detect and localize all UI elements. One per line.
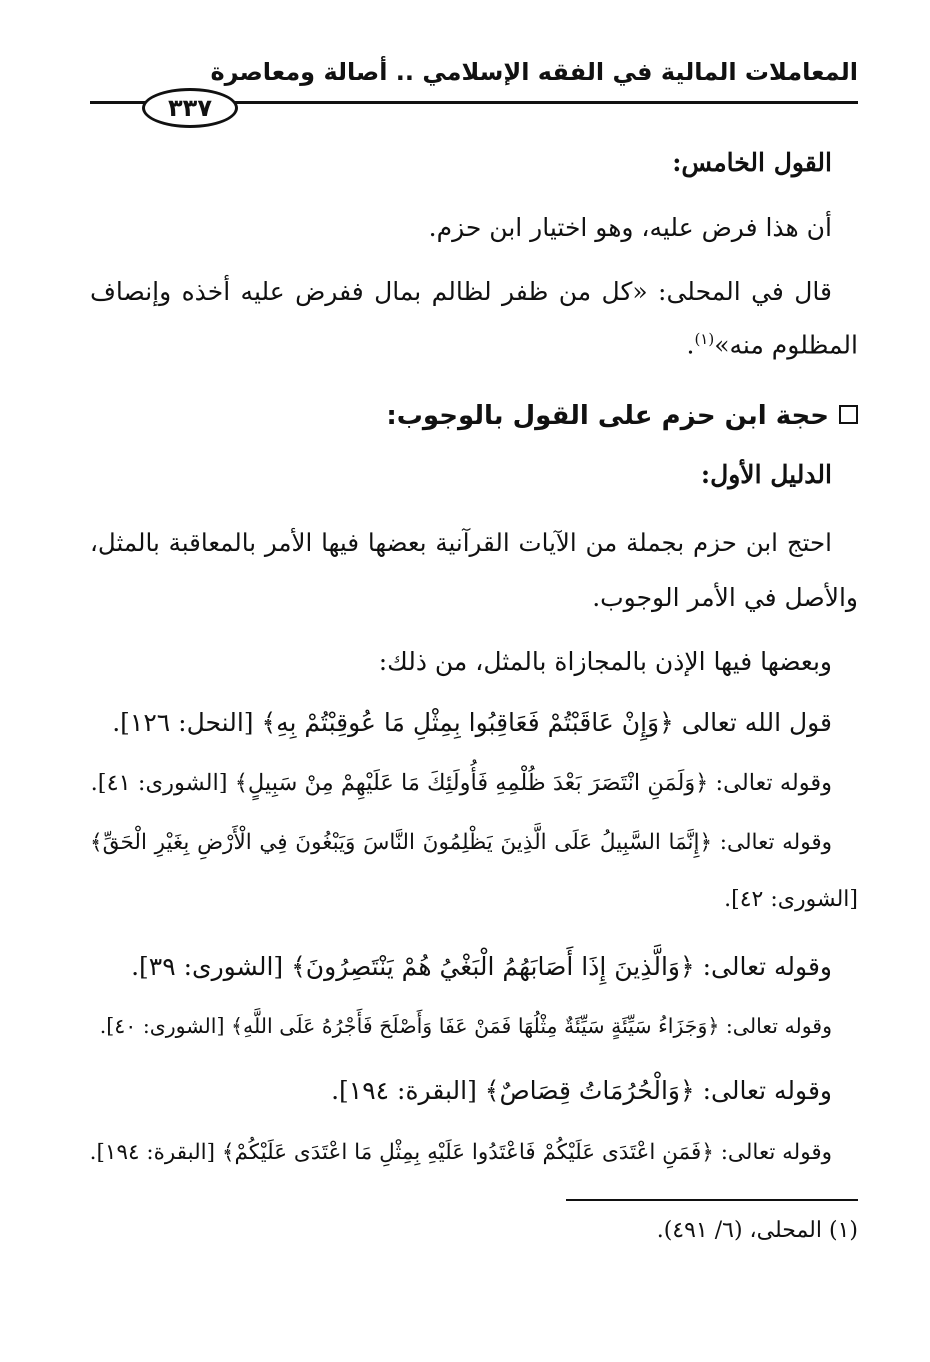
footnote-reference: (١) [694,330,715,348]
body-line: والأصل في الأمر الوجوب. [592,583,858,612]
verse-citation-line: وقوله تعالى: ﴿وَالْحُرُمَاتُ قِصَاصٌ﴾ [البقرة: ١٩٤]. [331,1076,832,1105]
verse-citation-line: وقوله تعالى: ﴿وَالَّذِينَ إِذَا أَصَابَهُمُ الْبَغْيُ هُمْ يَنْتَصِرُونَ﴾ [الشورى: ٣٩]. [131,952,832,981]
section-heading-text: حجة ابن حزم على القول بالوجوب: [386,401,829,431]
verse-citation-line: وقوله تعالى: ﴿فَمَنِ اعْتَدَى عَلَيْكُمْ فَاعْتَدُوا عَلَيْهِ بِمِثْلِ مَا اعْتَدَى عَلَيْكُمْ﴾ [البقرة: ١٩٤]. [89,1140,832,1165]
quote-text: المظلوم منه» [714,330,858,360]
verse-citation-line: قول الله تعالى ﴿وَإِنْ عَاقَبْتُمْ فَعَاقِبُوا بِمِثْلِ مَا عُوقِبْتُمْ بِهِ﴾ [النحل: ١٢٦]. [112,708,832,737]
verse-citation-reference: [الشورى: ٤٢]. [724,887,858,912]
verse-citation-line: وقوله تعالى: ﴿إِنَّمَا السَّبِيلُ عَلَى الَّذِينَ يَظْلِمُونَ النَّاسَ وَيَبْغُونَ فِي الْأَرْضِ بِغَيْرِ الْحَقِّ﴾ [90,830,832,855]
punctuation: . [686,330,695,360]
body-line [90,330,858,360]
page-number: ٣٣٧ [142,88,238,128]
footnote: (١) المحلى، (٦/ ٤٩١). [656,1218,858,1243]
body-line: احتج ابن حزم بجملة من الآيات القرآنية بعضها فيها الأمر بالمعاقبة بالمثل، [90,528,832,557]
verse-citation-line: وقوله تعالى: ﴿وَلَمَنِ انْتَصَرَ بَعْدَ ظُلْمِهِ فَأُولَئِكَ مَا عَلَيْهِمْ مِنْ سَبِيلٍ﴾ [الشورى: ٤١]. [90,770,832,796]
body-line: قال في المحلى: «كل من ظفر لظالم بمال ففرض عليه أخذه وإنصاف [90,277,832,306]
body-line: وبعضها فيها الإذن بالمجازاة بالمثل، من ذلك: [378,647,832,676]
subsection-title-first-evidence: الدليل الأول: [700,460,832,489]
checkbox-square-icon [839,405,858,424]
body-line: أن هذا فرض عليه، وهو اختيار ابن حزم. [428,213,832,242]
section-heading [90,401,858,432]
footnote-separator [566,1199,858,1201]
running-header-title: المعاملات المالية في الفقه الإسلامي .. أصالة ومعاصرة [210,58,858,86]
section-title-fifth-opinion: القول الخامس: [672,148,832,177]
verse-citation-line: وقوله تعالى: ﴿وَجَزَاءُ سَيِّئَةٍ سَيِّئَةٌ مِثْلُهَا فَمَنْ عَفَا وَأَصْلَحَ فَأَجْرُهُ عَلَى اللَّهِ﴾ [الشورى: ٤٠]. [99,1014,832,1038]
